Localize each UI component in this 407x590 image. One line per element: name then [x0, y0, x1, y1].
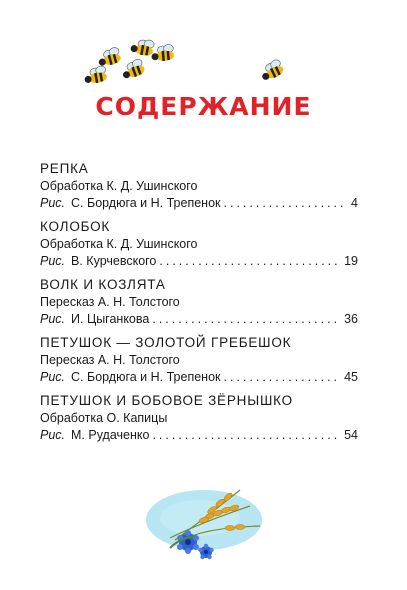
toc-entry-illustrator-line — [40, 253, 358, 270]
toc-entry-illustrators: И. Цыганкова — [71, 312, 150, 326]
toc-entry-illustrator-line — [40, 195, 358, 212]
toc-entry-credit: Пересказ А. Н. Толстого — [40, 353, 180, 367]
toc-entry-title: ВОЛК И КОЗЛЯТА — [40, 277, 166, 292]
page-title: СОДЕРЖАНИЕ — [95, 92, 312, 121]
toc-entry-illustrators: М. Рудаченко — [71, 428, 150, 442]
toc-entry[interactable] — [40, 334, 358, 392]
wheat-cornflower-illustration — [140, 468, 268, 568]
toc-entry-page-number: 45 — [344, 370, 358, 384]
toc-entry-ris-label: Рис. — [40, 254, 66, 268]
toc-entry-title: КОЛОБОК — [40, 219, 111, 234]
toc-entry-credit: Пересказ А. Н. Толстого — [40, 295, 180, 309]
dot-leader — [152, 427, 340, 444]
toc-entry-ris-label: Рис. — [40, 312, 66, 326]
toc-entry-illustrators: С. Бордюга и Н. Трепенок — [71, 370, 221, 384]
toc-entry[interactable] — [40, 160, 358, 218]
toc-entry-page-number: 54 — [344, 428, 358, 442]
toc-entry-illustrator-line — [40, 427, 358, 444]
toc-entry-title: РЕПКА — [40, 161, 89, 176]
bee-icon — [83, 65, 108, 85]
toc-entry-title: ПЕТУШОК И БОБОВОЕ ЗЁРНЫШКО — [40, 393, 293, 408]
bee-icon — [119, 58, 146, 81]
toc-entry-illustrators: В. Курчевского — [71, 254, 157, 268]
dot-leader — [224, 369, 341, 386]
toc-entry-ris-label: Рис. — [40, 428, 66, 442]
toc-entry-credit: Обработка О. Капицы — [40, 411, 168, 425]
toc-entry[interactable] — [40, 218, 358, 276]
toc-entry[interactable] — [40, 276, 358, 334]
dot-leader — [152, 311, 340, 328]
toc-entry-credit: Обработка К. Д. Ушинского — [40, 237, 198, 251]
toc-entry-credit: Обработка К. Д. Ушинского — [40, 179, 198, 193]
dot-leader — [159, 253, 340, 270]
toc-entry-ris-label: Рис. — [40, 196, 66, 210]
toc-entry-ris-label: Рис. — [40, 370, 66, 384]
toc-entry-page-number: 19 — [344, 254, 358, 268]
toc-entry-page-number: 4 — [351, 196, 358, 210]
toc-entry-illustrators: С. Бордюга и Н. Трепенок — [71, 196, 221, 210]
toc-entry-page-number: 36 — [344, 312, 358, 326]
toc-entry-title: ПЕТУШОК — ЗОЛОТОЙ ГРЕБЕШОК — [40, 335, 292, 350]
bee-icon — [151, 44, 175, 62]
bees-illustration — [0, 0, 407, 95]
bee-icon — [258, 58, 285, 82]
toc-entry-illustrator-line — [40, 369, 358, 386]
dot-leader — [224, 195, 348, 212]
bee-icon — [96, 47, 122, 68]
toc-entry-illustrator-line — [40, 311, 358, 328]
toc-entry[interactable] — [40, 392, 358, 450]
table-of-contents — [40, 160, 358, 450]
bee-icon — [130, 37, 155, 57]
